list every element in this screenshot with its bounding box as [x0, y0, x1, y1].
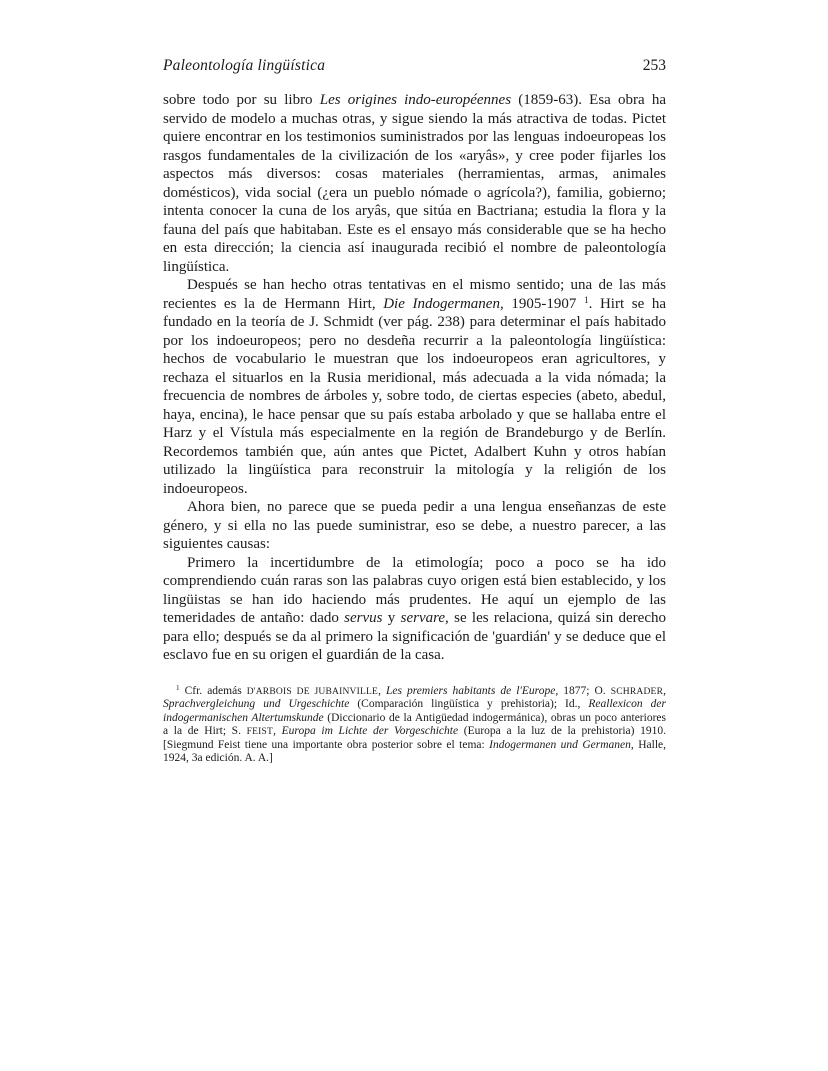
paragraph	[163, 498, 666, 554]
text-run: Después se han hecho otras tentativas en el mismo sentido; una de las más recientes es la de Hermann Hirt,	[163, 277, 666, 312]
text-run: SCHRADER	[610, 685, 664, 697]
text-run: (Europa a la luz de la prehistoria) 1910. [Siegmund Feist tiene una importante obra posterior sobre el tema:	[163, 725, 667, 751]
footnote	[163, 685, 666, 767]
paragraph	[163, 276, 666, 498]
text-run: Indogermanen und Germanen,	[489, 738, 634, 751]
text-run: D'ARBOIS DE JUBAINVILLE	[246, 685, 379, 697]
text-run: 1877; O.	[558, 684, 611, 697]
text-run: FEIST	[246, 726, 274, 738]
text-run: sobre todo por su libro	[163, 92, 320, 108]
text-run: y	[382, 610, 401, 626]
text-run: Primero la incertidumbre de la etimología; poco a poco se ha ido comprendiendo cuán raras son las palabras cuyo origen está bien establecido, y los lingüistas se han ido haciendo más prudentes. He aquí un ejemplo de las temeridades de antaño: dado	[163, 554, 666, 626]
text-run: 1905-1907	[503, 295, 584, 312]
text-run: . Hirt se ha fundado en la teoría de J. Schmidt (ver pág. 238) para determinar el país habitado por los indoeuropeos; pero no desdeña recurrir a la paleontología lingüística: hechos de vocabulario le muestran que los indoeuropeos eran agricultores, y rechaza el situarlos en la Rusia meridional, más adecuada a la vida nómada; la frecuencia de nombres de árboles y, sobre todo, de ciertas especies (abeto, abedul, haya, encina), le hace pensar que su país estaba arbolado y que se hallaba entre el Harz y el Vístula más especialmente en la región de Brandeburgo y de Berlín. Recordemos también que, aún antes que Pictet, Adalbert Kuhn y otros habían utilizado la lingüística para reconstruir la mitología y la religión de los indoeuropeos.	[163, 295, 667, 497]
paragraph	[163, 91, 666, 276]
text-run: Ahora bien, no parece que se pueda pedir a una lengua enseñanzas de este género, y si ella no las puede suministrar, eso se debe, a nuestro parecer, a las siguientes causas:	[163, 499, 666, 552]
text-run: ,	[663, 684, 667, 697]
text-run: ,	[378, 684, 386, 697]
text-run: (Diccionario de la Antigüedad indogermánica), obras un poco anteriores a la de Hirt; S.	[163, 711, 666, 738]
running-header-title: Paleontología lingüística	[163, 57, 326, 74]
text-run: Cfr. además	[179, 684, 247, 697]
paragraph	[163, 554, 666, 665]
text-run: (1859-63). Esa obra ha servido de modelo a muchas otras, y sigue siendo la más atractiva de todas. Pictet quiere encontrar en los testimonios suministrados por las lenguas indoeuropeas los rasgos fundamentales de la civilización de los «aryâs», y cree poder fijarles los aspectos más diversos: cosas materiales (herramientas, armas, animales domésticos), vida social (¿era un pueblo nómade o agrícola?), familia, gobierno; intenta conocer la cuna de los aryâs, que sitúa en Bactriana; estudia la flora y la fauna del país que habitaban. Este es el ensayo más considerable que se ha hecho en esta dirección; la ciencia así inaugurada recibió el nombre de paleontología lingüística.	[163, 92, 666, 275]
text-run: servus	[344, 610, 383, 626]
footnote-marker: 1	[583, 295, 589, 306]
text-run: servare,	[400, 610, 449, 626]
text-run: Reallexicon der indogermanischen Altertumskunde	[163, 698, 666, 724]
page-number: 253	[642, 57, 666, 74]
footnote-paragraph	[163, 685, 666, 767]
footnote-marker: 1	[176, 683, 180, 692]
text-run: Les origines indo-européennes	[319, 92, 512, 108]
running-header	[163, 57, 666, 75]
body-text	[163, 91, 666, 665]
text-run: Sprachvergleichung und Urgeschichte	[163, 698, 350, 711]
text-run: se les relaciona, quizá sin derecho para ello; después se da al primero la significación de 'guardián' y se deduce que el esclavo fue en su origen el guardián de la casa.	[163, 610, 666, 663]
text-run: Halle, 1924, 3a edición. A. A.]	[163, 738, 667, 765]
text-run: ,	[273, 725, 282, 738]
text-run: (Comparación lingüística y prehistoria); Id.,	[349, 698, 589, 711]
text-run: Die Indogermanen,	[383, 295, 504, 312]
text-run: Europa im Lichte der Vorgeschichte	[281, 725, 459, 738]
text-run: Les premiers habitants de l'Europe,	[386, 684, 559, 697]
